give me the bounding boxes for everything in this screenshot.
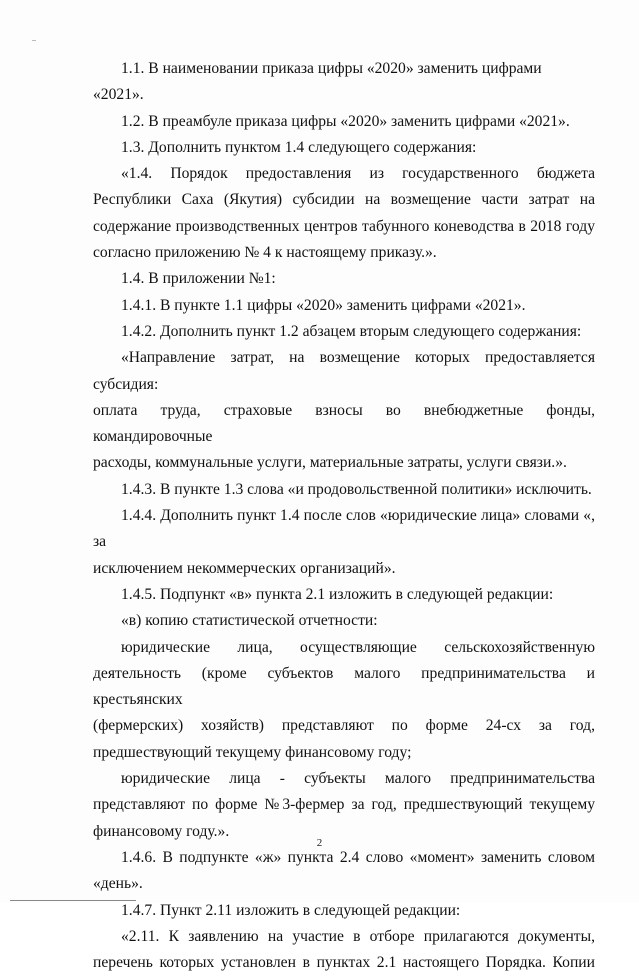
paragraph-1-4-1: 1.4.1. В пункте 1.1 цифры «2020» заменить цифрами «2021».: [121, 296, 526, 314]
paragraph-quote-1-4: [93, 161, 595, 266]
paragraph-quote-2-11: [93, 924, 595, 976]
text-line: расходы, коммунальные услуги, материальные затраты, услуги связи.».: [93, 454, 567, 472]
text-line: финансовому году.».: [93, 822, 230, 840]
text-line: содержание производственных центров табунного коневодства в 2018 году: [93, 217, 595, 235]
scan-mark: [32, 40, 36, 41]
paragraph-1-4-4: [93, 503, 595, 582]
paragraph-1-4-2: 1.4.2. Дополнить пункт 1.2 абзацем вторым следующего содержания:: [121, 322, 582, 340]
paragraph-1-4-3: 1.4.3. В пункте 1.3 слова «и продовольственной политики» исключить.: [121, 480, 592, 498]
text-line: (фермерских) хозяйств) представляют по форме 24-сх за год,: [93, 717, 595, 735]
text-line: «день».: [93, 875, 143, 893]
paragraph-1-4: 1.4. В приложении №1:: [121, 270, 276, 288]
text-line: «1.4. Порядок предоставления из государственного бюджета: [121, 165, 595, 183]
page-number: 2: [316, 837, 323, 849]
text-line: Республики Саха (Якутия) субсидии на возмещение части затрат на: [93, 191, 595, 209]
text-line: предшествующий текущему финансовому году;: [93, 743, 412, 761]
paragraph-1-1: 1.1. В наименовании приказа цифры «2020» заменить цифрами «2021».: [93, 60, 542, 104]
text-line: деятельность (кроме субъектов малого предпринимательства и крестьянских: [93, 664, 595, 709]
text-line: 1.4.6. В подпункте «ж» пункта 2.4 слово «момент» заменить словом: [121, 848, 595, 866]
paragraph-1-4-5: 1.4.5. Подпункт «в» пункта 2.1 изложить в следующей редакции:: [121, 585, 554, 603]
paragraph-small-business: [93, 766, 595, 845]
paragraph-legal-entities: [93, 635, 595, 766]
paragraph-quote-expenses: [93, 345, 595, 476]
text-line: юридические лица, осуществляющие сельскохозяйственную: [121, 638, 595, 656]
text-line: юридические лица - субъекты малого предпринимательства: [121, 770, 595, 788]
text-line: «2.11. К заявлению на участие в отборе прилагаются документы,: [121, 927, 595, 945]
text-line: представляют по форме №3-фермер за год, предшествующий текущему: [93, 796, 595, 814]
paragraph-1-4-7: 1.4.7. Пункт 2.11 изложить в следующей редакции:: [121, 901, 461, 919]
text-line: 1.4.4. Дополнить пункт 1.4 после слов «юридические лица» словами «, за: [93, 507, 595, 551]
paragraph-quote-v: «в) копию статистической отчетности:: [121, 612, 378, 630]
text-line: согласно приложению № 4 к настоящему приказу.».: [93, 244, 437, 262]
text-line: «Направление затрат, на возмещение которых предоставляется субсидия:: [93, 349, 595, 393]
text-line: перечень которых установлен в пунктах 2.1 настоящего Порядка. Копии: [93, 954, 595, 972]
footer-rule: [10, 900, 136, 901]
paragraph-1-2: 1.2. В преамбуле приказа цифры «2020» заменить цифрами «2021».: [121, 112, 570, 130]
text-line: оплата труда, страховые взносы во внебюджетные фонды, командировочные: [93, 401, 595, 446]
text-line: исключением некоммерческих организаций».: [93, 559, 396, 577]
paragraph-1-3: 1.3. Дополнить пунктом 1.4 следующего содержания:: [121, 138, 477, 156]
paragraph-1-4-6: [93, 845, 595, 898]
